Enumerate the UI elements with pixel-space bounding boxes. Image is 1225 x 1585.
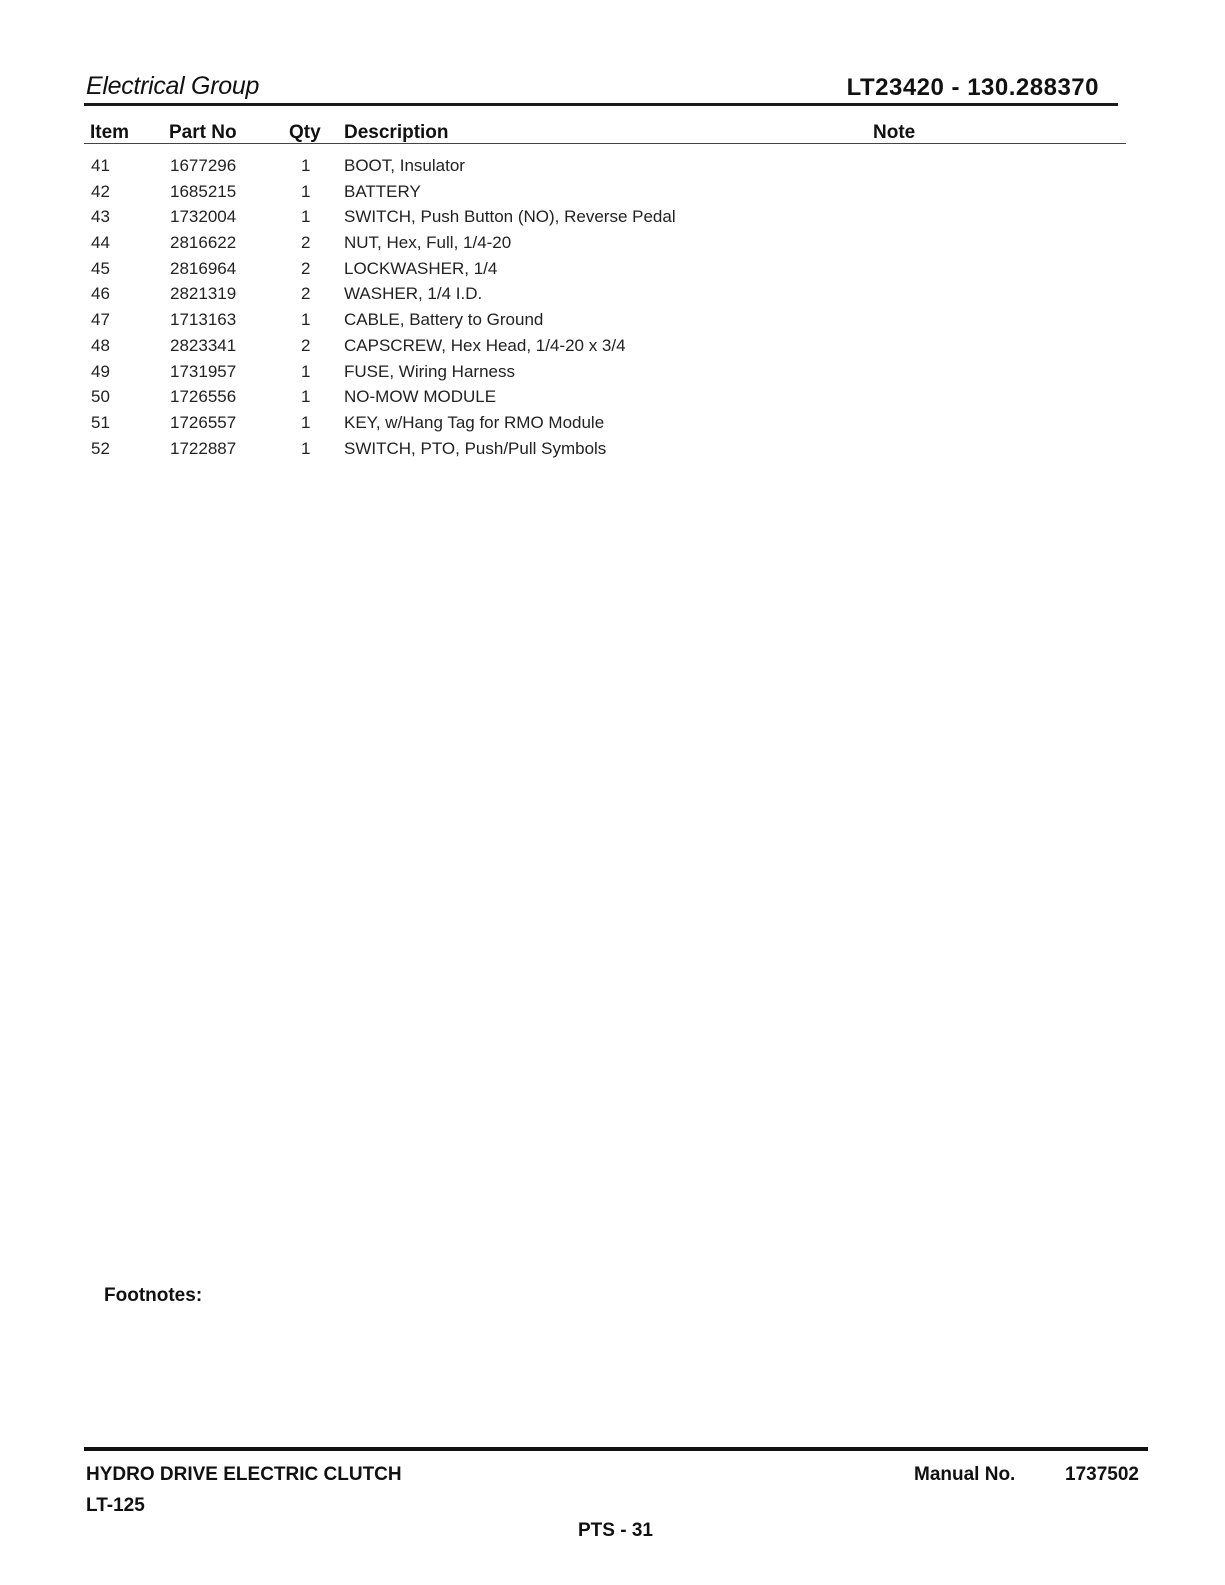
column-header-part-no: Part No (169, 122, 237, 143)
table-row (0, 361, 1225, 387)
quantity: 2 (301, 258, 311, 278)
item-number: 48 (91, 335, 110, 355)
table-row (0, 283, 1225, 309)
table-row (0, 412, 1225, 438)
table-row (0, 155, 1225, 181)
quantity: 2 (301, 335, 311, 355)
footer-product-name: HYDRO DRIVE ELECTRIC CLUTCH (86, 1464, 402, 1485)
table-row (0, 181, 1225, 207)
item-number: 41 (91, 156, 110, 175)
table-row (0, 335, 1225, 361)
part-number: 1732004 (170, 207, 237, 227)
quantity: 1 (301, 156, 311, 175)
item-number: 49 (91, 361, 110, 381)
item-number: 52 (91, 438, 110, 458)
column-header-note: Note (873, 122, 916, 143)
item-number: 45 (91, 258, 110, 278)
description: WASHER, 1/4 I.D. (344, 284, 483, 304)
table-row (0, 232, 1225, 258)
part-number: 2816622 (170, 233, 237, 253)
description: FUSE, Wiring Harness (344, 361, 515, 381)
manual-number: 1737502 (1065, 1464, 1139, 1485)
description: BOOT, Insulator (344, 156, 465, 175)
quantity: 1 (301, 310, 311, 330)
column-header-qty: Qty (289, 122, 321, 143)
quantity: 2 (301, 233, 311, 253)
part-number: 1722887 (170, 438, 237, 458)
description: NUT, Hex, Full, 1/4-20 (344, 233, 512, 253)
part-number: 2823341 (170, 335, 237, 355)
column-header-item: Item (90, 122, 130, 143)
part-number: 1677296 (170, 156, 237, 175)
item-number: 46 (91, 284, 110, 304)
quantity: 1 (301, 387, 311, 407)
item-number: 47 (91, 310, 110, 330)
item-number: 50 (91, 387, 110, 407)
page-number: PTS - 31 (578, 1520, 653, 1541)
part-number: 1731957 (170, 361, 237, 381)
quantity: 2 (301, 284, 311, 304)
manual-number-label: Manual No. (914, 1464, 1016, 1485)
parts-table (0, 155, 1225, 463)
part-number: 1685215 (170, 181, 237, 201)
quantity: 1 (301, 412, 311, 432)
quantity: 1 (301, 181, 311, 201)
description: NO-MOW MODULE (344, 387, 497, 407)
header-divider (84, 103, 1118, 106)
column-header-divider (84, 143, 1126, 144)
footer-model: LT-125 (86, 1495, 145, 1516)
description: CABLE, Battery to Ground (344, 310, 544, 330)
item-number: 44 (91, 233, 110, 253)
part-number: 2816964 (170, 258, 237, 278)
description: BATTERY (344, 181, 421, 201)
part-number: 1726556 (170, 387, 237, 407)
quantity: 1 (301, 438, 311, 458)
model-number: LT23420 - 130.288370 (846, 74, 1099, 101)
description: KEY, w/Hang Tag for RMO Module (344, 412, 605, 432)
section-title: Electrical Group (86, 72, 260, 100)
table-row (0, 309, 1225, 335)
column-header-description: Description (344, 122, 449, 143)
table-row (0, 258, 1225, 284)
table-row (0, 438, 1225, 464)
footnotes-label: Footnotes: (104, 1285, 203, 1306)
item-number: 51 (91, 412, 110, 432)
description: CAPSCREW, Hex Head, 1/4-20 x 3/4 (344, 335, 626, 355)
item-number: 42 (91, 181, 110, 201)
item-number: 43 (91, 207, 110, 227)
description: LOCKWASHER, 1/4 (344, 258, 498, 278)
description: SWITCH, Push Button (NO), Reverse Pedal (344, 207, 676, 227)
quantity: 1 (301, 207, 311, 227)
part-number: 1726557 (170, 412, 237, 432)
table-row (0, 386, 1225, 412)
description: SWITCH, PTO, Push/Pull Symbols (344, 438, 607, 458)
quantity: 1 (301, 361, 311, 381)
table-row (0, 206, 1225, 232)
footer-divider (84, 1447, 1148, 1451)
part-number: 2821319 (170, 284, 237, 304)
part-number: 1713163 (170, 310, 237, 330)
